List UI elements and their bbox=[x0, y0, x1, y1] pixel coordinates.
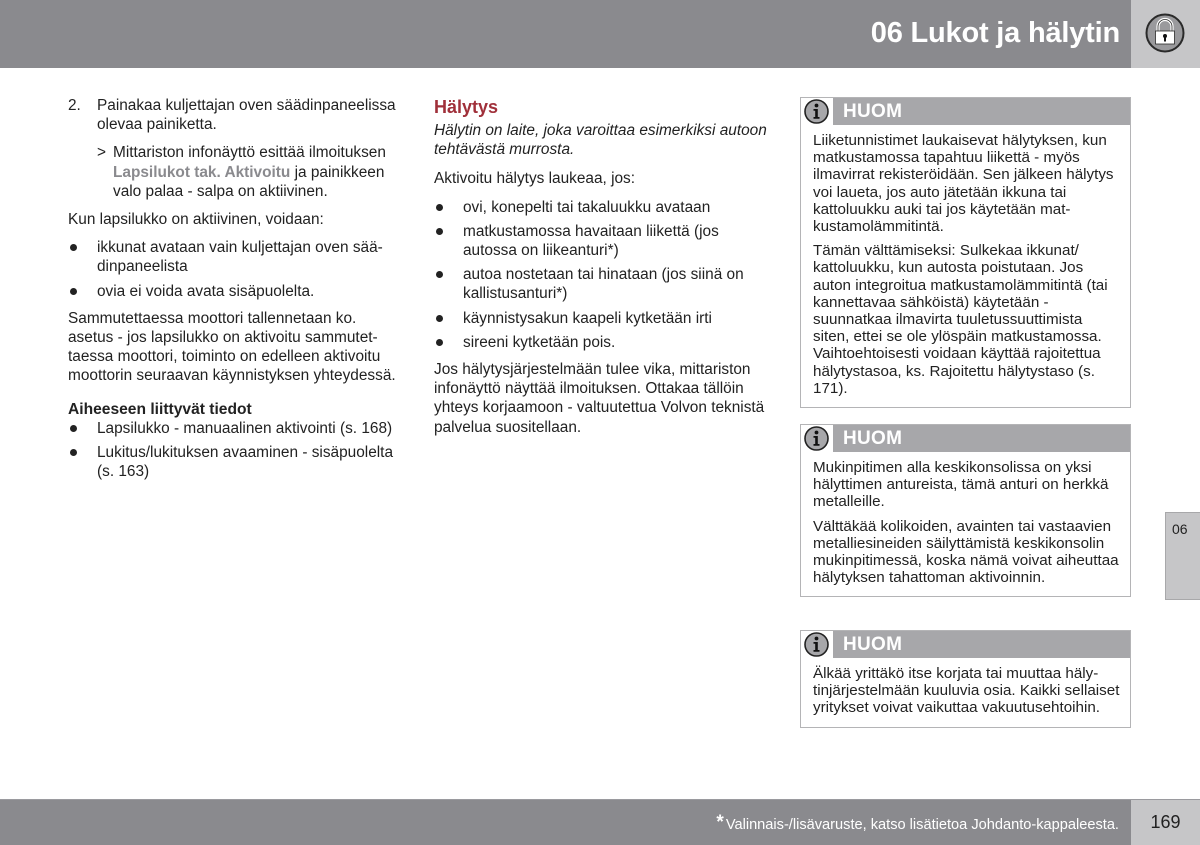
bullet-icon bbox=[436, 315, 443, 322]
list-item: ikkunat avataan vain kuljettajan oven säädinpaneelista bbox=[68, 238, 403, 276]
bullet-icon bbox=[70, 425, 77, 432]
bullet-icon bbox=[70, 449, 77, 456]
asterisk-icon: * bbox=[716, 812, 724, 833]
note-label: HUOM bbox=[843, 634, 903, 655]
note-header bbox=[801, 98, 1130, 125]
note-box-1 bbox=[800, 97, 1131, 408]
memory-paragraph: Sammutettaessa moottori tallennetaan ko. asetus - jos lapsilukko on aktivoitu sammutettaessa moottori, toiminto on edelleen aktivoitu moottorin seuraavan käynnistyksen yhteydessä. bbox=[68, 309, 396, 385]
step-number: 2. bbox=[68, 97, 81, 114]
info-icon bbox=[804, 99, 829, 124]
step-text: Painakaa kuljettajan oven säädinpaneelissa olevaa painiketta. bbox=[97, 97, 396, 134]
list-item: autoa nostetaan tai hinataan (jos siinä on kallistusanturi*) bbox=[434, 265, 774, 303]
lock-icon bbox=[1145, 13, 1185, 53]
triggers-list bbox=[434, 198, 774, 352]
chapter-title: 06 Lukot ja hälytin bbox=[870, 17, 1120, 49]
chapter-side-tab[interactable] bbox=[1165, 512, 1200, 600]
middle-column bbox=[434, 96, 774, 446]
note-label: HUOM bbox=[843, 428, 903, 449]
list-item: matkustamossa havaitaan liikettä (jos autossa on liikeanturi*) bbox=[434, 222, 774, 260]
bullet-icon bbox=[436, 271, 443, 278]
note-label: HUOM bbox=[843, 101, 903, 122]
note-header bbox=[801, 425, 1130, 452]
section-title: Hälytys bbox=[434, 97, 499, 117]
note-box-3 bbox=[800, 630, 1131, 728]
when-active-list bbox=[68, 238, 403, 301]
fault-paragraph: Jos hälytysjärjestelmään tulee vika, mittariston infonäyttö näyttää ilmoituksen. Ottakaa tällöin yhteys korjaamoon - valtuutettua Volvon teknistä palvelua suositellaan. bbox=[434, 361, 765, 436]
result-text-before: Mittariston infonäyttö esittää ilmoituksen bbox=[113, 144, 386, 162]
bullet-icon bbox=[70, 244, 77, 251]
related-link[interactable]: Lapsilukko - manuaalinen aktivointi (s. 168) bbox=[68, 419, 403, 438]
list-item: ovi, konepelti tai takaluukku avataan bbox=[434, 198, 774, 217]
note-box-2 bbox=[800, 424, 1131, 597]
list-item: käynnistysakun kaapeli kytketään irti bbox=[434, 309, 774, 328]
related-link[interactable]: Lukitus/lukituksen avaaminen - sisäpuolelta (s. 163) bbox=[68, 443, 403, 481]
section-intro: Hälytin on laite, joka varoittaa esimerkiksi autoon tehtävästä murrosta. bbox=[434, 122, 767, 159]
display-message: Lapsilukot tak. Aktivoitu bbox=[113, 163, 291, 181]
when-active-intro: Kun lapsilukko on aktiivinen, voidaan: bbox=[68, 211, 324, 229]
info-icon bbox=[804, 426, 829, 451]
list-item: ovia ei voida avata sisäpuolelta. bbox=[68, 282, 403, 301]
related-title: Aiheeseen liittyvät tiedot bbox=[68, 400, 252, 418]
related-links-list bbox=[68, 419, 403, 482]
note-body: Liiketunnistimet laukaisevat hälytyksen, kun matkustamossa tapahtuu liikettä - myös ilmavirrat rekisteröidään. Sen jälkeen hälytys voi laueta, jos auto jätetään ikkuna tai kattoluukku auki tai jos käytetään matkustamolämmitintä. Tämän välttämiseksi: Sulkekaa ikkunat/ kattoluukku, kun autosta poistutaan. Jos auton integroitua matkustamolämmitintä (tai kannettavaa sähköistä) käytetään - suunnatkaa ilmavirta tuuletussuuttimista siten, ettei se ole ylöspäin matkustamossa. Vaihtoehtoisesti voidaan käyttää rajoitettua hälytystasoa, ks. Rajoitettu hälytystaso (s. 171). bbox=[813, 132, 1114, 397]
bullet-icon bbox=[436, 228, 443, 235]
chapter-header bbox=[0, 0, 1200, 68]
page-number: 169 bbox=[1150, 812, 1181, 832]
chapter-icon-box bbox=[1131, 0, 1200, 68]
bullet-icon bbox=[436, 204, 443, 211]
note-header bbox=[801, 631, 1130, 658]
result-text-after: ja painikkeen valo palaa - salpa on aktiivinen. bbox=[113, 163, 385, 200]
list-item: sireeni kytketään pois. bbox=[434, 333, 774, 352]
bullet-icon bbox=[70, 288, 77, 295]
note-body: Mukinpitimen alla keskikonsolissa on yksi hälyttimen antureista, tämä anturi on herkkä metalleille. Välttäkää kolikoiden, avainten tai vastaavien metalliesineiden säilyttämistä keskikonsolin mukinpitimessä, koska nämä voivat aiheuttaa hälytyksen tahattoman aktivoinnin. bbox=[813, 459, 1119, 587]
left-column bbox=[68, 96, 403, 489]
triggers-intro: Aktivoitu hälytys laukeaa, jos: bbox=[434, 170, 636, 188]
result-arrow-icon: > bbox=[97, 144, 106, 162]
step-result bbox=[68, 143, 403, 201]
info-icon bbox=[804, 632, 829, 657]
page-number-box bbox=[1131, 800, 1200, 845]
page-footer bbox=[0, 799, 1200, 845]
footnote bbox=[716, 813, 1119, 835]
footnote-text: Valinnais-/lisävaruste, katso lisätietoa Johdanto-kappaleesta. bbox=[725, 817, 1119, 833]
step-2 bbox=[68, 96, 403, 134]
chapter-tab-label: 06 bbox=[1172, 521, 1188, 537]
bullet-icon bbox=[436, 339, 443, 346]
note-body: Älkää yrittäkö itse korjata tai muuttaa hälytinjärjestelmään kuuluvia osia. Kaikki sellaiset yritykset voivat vaikuttaa vakuutusehtoihin. bbox=[813, 665, 1120, 717]
